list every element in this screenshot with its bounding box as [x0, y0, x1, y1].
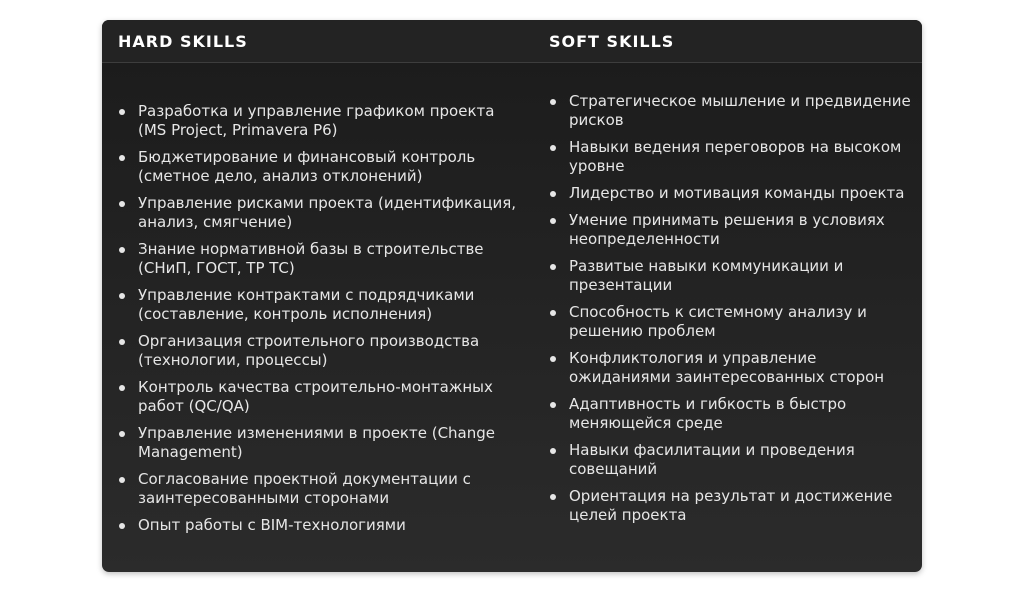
list-item: [549, 184, 914, 203]
bullet-icon: [119, 155, 125, 161]
soft-skill-text: Лидерство и мотивация команды проекта: [569, 184, 905, 202]
bullet-icon: [119, 431, 125, 437]
list-item: [118, 148, 523, 186]
bullet-icon: [119, 339, 125, 345]
skills-card: [102, 20, 922, 572]
bullet-icon: [550, 356, 556, 362]
hard-skill-text: Согласование проектной документации с заинтересованными сторонами: [138, 470, 471, 507]
bullet-icon: [550, 218, 556, 224]
list-item: [549, 441, 914, 479]
list-item: [549, 138, 914, 176]
skills-table-header: [102, 20, 922, 63]
list-item: [549, 211, 914, 249]
list-item: [549, 487, 914, 525]
hard-skill-text: Разработка и управление графиком проекта (MS Project, Primavera P6): [138, 102, 495, 139]
bullet-icon: [550, 310, 556, 316]
list-item: [118, 286, 523, 324]
soft-skills-title: SOFT SKILLS: [549, 32, 675, 51]
hard-skill-text: Управление контрактами с подрядчиками (составление, контроль исполнения): [138, 286, 475, 323]
list-item: [118, 516, 523, 535]
bullet-icon: [550, 99, 556, 105]
bullet-icon: [550, 191, 556, 197]
list-item: [118, 332, 523, 370]
list-item: [118, 378, 523, 416]
hard-skills-list: [118, 102, 523, 543]
soft-skill-text: Навыки ведения переговоров на высоком уровне: [569, 138, 902, 175]
list-item: [118, 102, 523, 140]
soft-skill-text: Адаптивность и гибкость в быстро меняющейся среде: [569, 395, 847, 432]
soft-skill-text: Способность к системному анализу и решению проблем: [569, 303, 867, 340]
list-item: [549, 257, 914, 295]
list-item: [118, 240, 523, 278]
hard-skill-text: Опыт работы с BIM-технологиями: [138, 516, 406, 534]
bullet-icon: [550, 145, 556, 151]
bullet-icon: [119, 385, 125, 391]
hard-skill-text: Контроль качества строительно-монтажных работ (QC/QA): [138, 378, 493, 415]
hard-skills-title: HARD SKILLS: [118, 32, 248, 51]
hard-skill-text: Управление изменениями в проекте (Change Management): [138, 424, 496, 461]
soft-skills-list: [549, 92, 914, 533]
bullet-icon: [119, 477, 125, 483]
hard-skill-text: Знание нормативной базы в строительстве (СНиП, ГОСТ, ТР ТС): [138, 240, 484, 277]
bullet-icon: [119, 247, 125, 253]
list-item: [549, 395, 914, 433]
hard-skill-text: Управление рисками проекта (идентификация, анализ, смягчение): [138, 194, 517, 231]
bullet-icon: [119, 109, 125, 115]
soft-skill-text: Умение принимать решения в условиях неопределенности: [569, 211, 885, 248]
list-item: [118, 424, 523, 462]
bullet-icon: [119, 523, 125, 529]
bullet-icon: [119, 201, 125, 207]
soft-skill-text: Конфликтология и управление ожиданиями заинтересованных сторон: [569, 349, 885, 386]
list-item: [549, 349, 914, 387]
bullet-icon: [550, 448, 556, 454]
list-item: [118, 194, 523, 232]
bullet-icon: [550, 264, 556, 270]
bullet-icon: [550, 494, 556, 500]
soft-skill-text: Ориентация на результат и достижение целей проекта: [569, 487, 893, 524]
list-item: [549, 92, 914, 130]
hard-skill-text: Бюджетирование и финансовый контроль (сметное дело, анализ отклонений): [138, 148, 476, 185]
list-item: [118, 470, 523, 508]
list-item: [549, 303, 914, 341]
soft-skill-text: Развитые навыки коммуникации и презентации: [569, 257, 844, 294]
soft-skill-text: Стратегическое мышление и предвидение рисков: [569, 92, 911, 129]
soft-skill-text: Навыки фасилитации и проведения совещаний: [569, 441, 855, 478]
bullet-icon: [119, 293, 125, 299]
hard-skill-text: Организация строительного производства (технологии, процессы): [138, 332, 480, 369]
bullet-icon: [550, 402, 556, 408]
